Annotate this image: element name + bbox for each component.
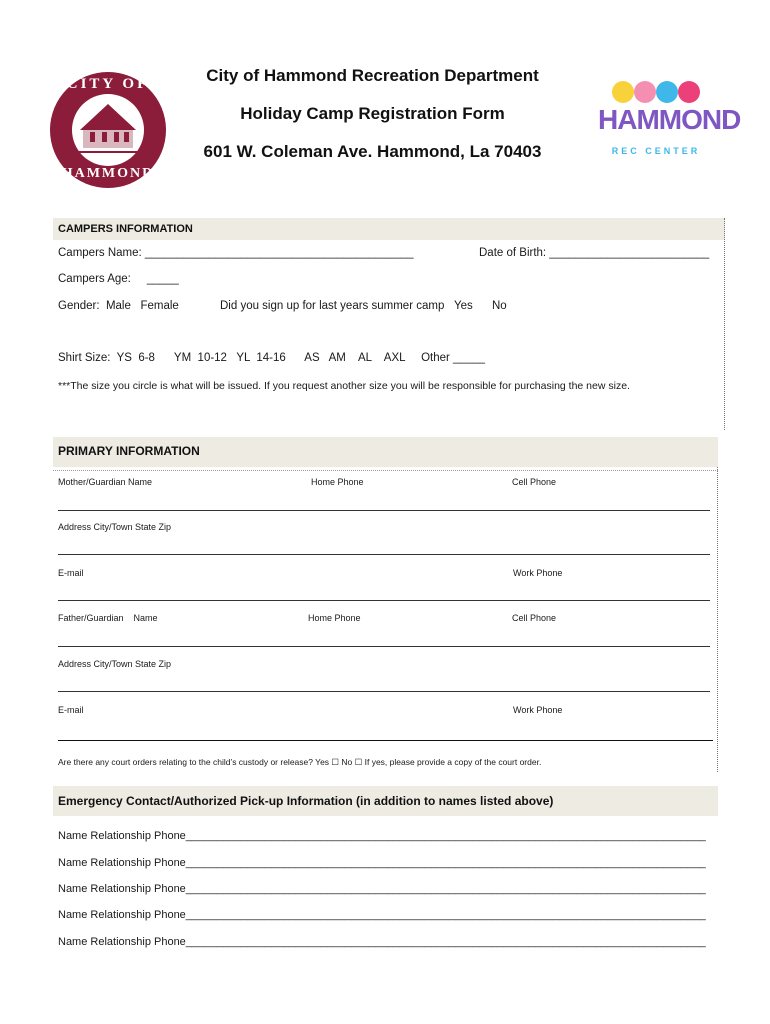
shirt-size-note: ***The size you circle is what will be issued. If you request another size you will be responsible for purchasing the new size. xyxy=(58,380,630,392)
primary-section-title: PRIMARY INFORMATION xyxy=(58,444,200,458)
summer-camp-yes[interactable]: Yes xyxy=(454,300,473,312)
emergency-row[interactable]: Name Relationship Phone_____________________________________________________________________________________ xyxy=(58,883,706,895)
father-email-label: E-mail xyxy=(58,705,84,715)
mother-name-label: Mother/Guardian Name xyxy=(58,477,153,487)
emergency-row[interactable]: Name Relationship Phone_____________________________________________________________________________________ xyxy=(58,830,706,842)
header-line-3: 601 W. Coleman Ave. Hammond, La 70403 xyxy=(203,142,542,161)
father-address-label: Address City/Town State Zip xyxy=(58,659,172,669)
divider xyxy=(724,218,725,430)
emergency-row[interactable]: Name Relationship Phone_____________________________________________________________________________________ xyxy=(58,857,706,869)
logo-title: HAMMOND xyxy=(598,104,741,135)
mother-email-line[interactable] xyxy=(58,600,710,601)
seal-bottom-text: HAMMOND xyxy=(61,166,155,181)
father-cell-phone-label: Cell Phone xyxy=(512,613,557,623)
father-address-line[interactable] xyxy=(58,691,710,692)
shirt-size-options[interactable]: Shirt Size: YS 6-8 YM 10-12 YL 14-16 AS AM AL AXL Other _____ xyxy=(58,352,486,364)
divider xyxy=(717,467,718,772)
mother-email-label: E-mail xyxy=(58,568,84,578)
father-work-phone-label: Work Phone xyxy=(513,705,563,715)
campers-age-field[interactable]: Campers Age: _____ xyxy=(58,273,179,285)
mother-address-label: Address City/Town State Zip xyxy=(58,522,172,532)
emergency-section-title: Emergency Contact/Authorized Pick-up Information (in addition to names listed above) xyxy=(58,794,554,808)
father-name-label: Father/Guardian Name xyxy=(58,613,158,623)
dob-field[interactable]: Date of Birth: _________________________ xyxy=(479,247,710,259)
header-line-1: City of Hammond Recreation Department xyxy=(206,66,539,85)
divider xyxy=(53,470,718,471)
seal-top-text: CITY OF xyxy=(66,76,150,92)
mother-cell-phone-label: Cell Phone xyxy=(512,477,557,487)
mother-home-phone-label: Home Phone xyxy=(311,477,364,487)
father-line[interactable] xyxy=(58,646,710,647)
gender-options[interactable]: Gender: Male Female xyxy=(58,300,179,312)
rec-center-logo xyxy=(598,78,741,162)
campers-name-field[interactable]: Campers Name: __________________________________________ xyxy=(58,247,414,259)
logo-subtitle: REC CENTER xyxy=(611,146,701,156)
emergency-row[interactable]: Name Relationship Phone_____________________________________________________________________________________ xyxy=(58,909,706,921)
header-line-2: Holiday Camp Registration Form xyxy=(240,104,505,123)
emergency-row[interactable]: Name Relationship Phone_____________________________________________________________________________________ xyxy=(58,936,706,948)
father-home-phone-label: Home Phone xyxy=(308,613,361,623)
mother-line[interactable] xyxy=(58,510,710,511)
city-seal xyxy=(48,70,168,190)
summer-camp-no[interactable]: No xyxy=(492,300,507,312)
court-order-question[interactable]: Are there any court orders relating to the child’s custody or release? Yes ☐ No ☐ If yes, please provide a copy of the court order. xyxy=(58,757,542,767)
mother-work-phone-label: Work Phone xyxy=(513,568,563,578)
father-email-line[interactable] xyxy=(58,740,713,741)
mother-address-line[interactable] xyxy=(58,554,710,555)
campers-section-title: CAMPERS INFORMATION xyxy=(58,223,193,235)
summer-camp-question: Did you sign up for last years summer camp xyxy=(220,300,445,312)
